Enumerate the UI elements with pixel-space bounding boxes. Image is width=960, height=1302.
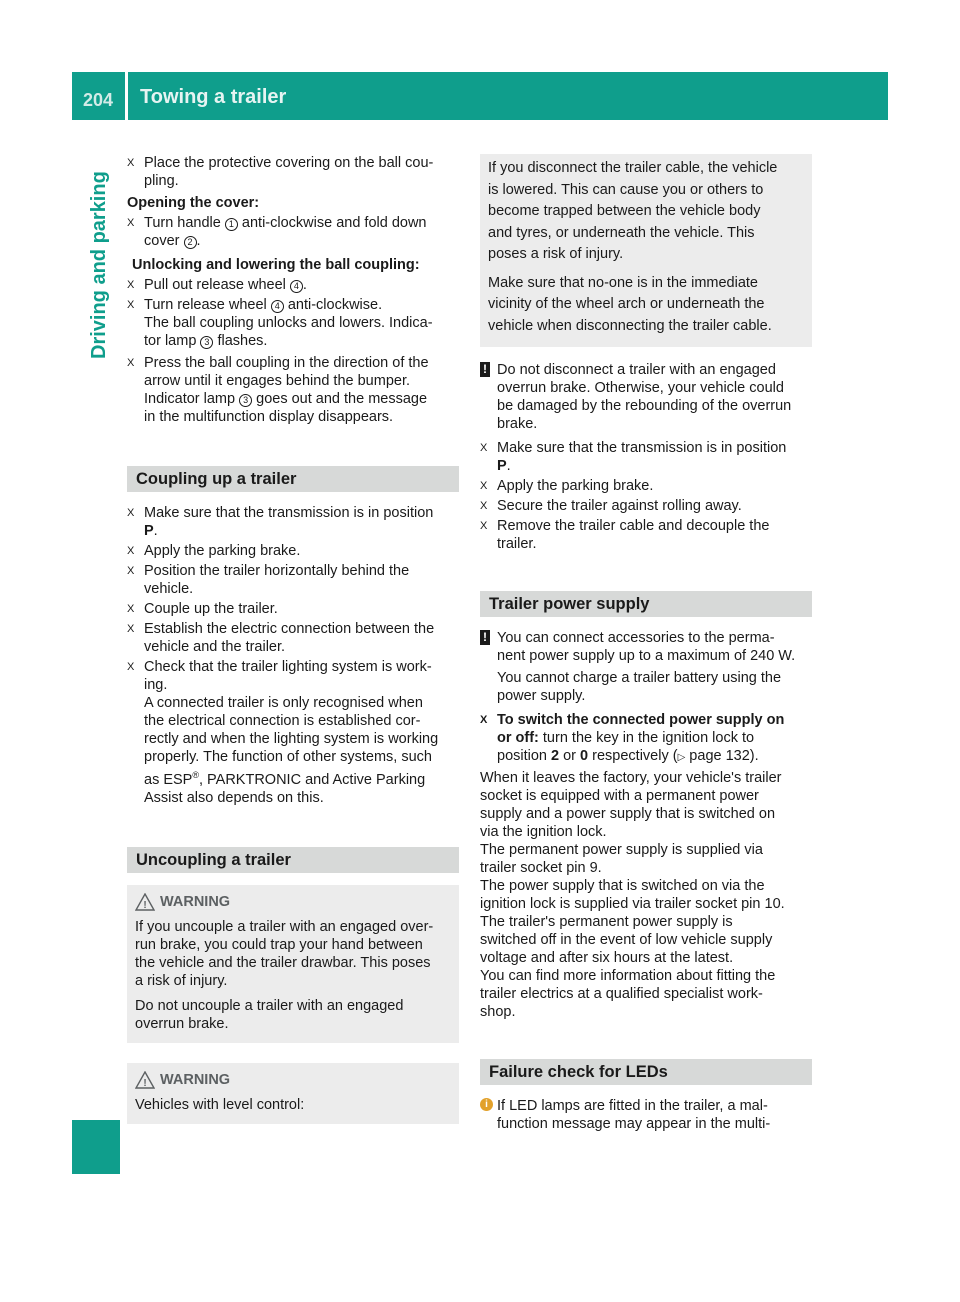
section-heading-power: Trailer power supply bbox=[480, 591, 812, 617]
step-item: X Apply the parking brake. bbox=[480, 478, 654, 494]
callout-2: 2 bbox=[184, 236, 197, 249]
step-item: X Check that the trailer lighting system is work- ing. A connected trailer is only recognised when the electrical connection is established cor- rectly and when the lighting system is working properly. The function of other systems, such as ESP®, PARKTRONIC and Active Parking Assist also depends on this. bbox=[127, 659, 439, 806]
step-arrow-icon: X bbox=[127, 603, 135, 615]
step-item: X Turn release wheel 4 anti-clockwise. The ball coupling unlocks and lowers. Indica- tor lamp 3 flashes. bbox=[127, 297, 433, 349]
body-text: The permanent power supply is supplied via trailer socket pin 9. bbox=[480, 842, 763, 876]
warning-text: Make sure that no-one is in the immediate vicinity of the wheel arch or underneath the vehicle when disconnecting the trailer cable. bbox=[488, 274, 772, 334]
step-arrow-icon: X bbox=[480, 714, 488, 726]
step-item: X Make sure that the transmission is in position P. bbox=[480, 440, 787, 474]
step-arrow-icon: X bbox=[480, 480, 488, 492]
body-text: The trailer's permanent power supply is switched off in the event of low vehicle supply voltage and after six hours at the latest. bbox=[480, 914, 773, 966]
step-item: X Make sure that the transmission is in position P. bbox=[127, 505, 434, 539]
step-item: X Apply the parking brake. bbox=[127, 543, 301, 559]
warning-text: Do not uncouple a trailer with an engaged overrun brake. bbox=[135, 997, 404, 1032]
step-arrow-icon: X bbox=[127, 565, 135, 577]
right-column bbox=[480, 154, 812, 1139]
step-arrow-icon: X bbox=[127, 217, 135, 229]
page-title: Towing a trailer bbox=[140, 86, 287, 108]
step-arrow-icon: X bbox=[480, 500, 488, 512]
page-number: 204 bbox=[83, 90, 114, 110]
warning-box bbox=[127, 1063, 459, 1124]
section-heading-coupling: Coupling up a trailer bbox=[127, 466, 459, 492]
step-item: X Couple up the trailer. bbox=[127, 601, 278, 617]
callout-3: 3 bbox=[239, 394, 252, 407]
step-arrow-icon: X bbox=[127, 507, 135, 519]
unlock-heading: Unlocking and lowering the ball coupling: bbox=[132, 257, 420, 273]
warning-title: ! WARNING bbox=[135, 1071, 450, 1089]
warning-text: Vehicles with level control: bbox=[135, 1096, 305, 1113]
step-item: X Remove the trailer cable and decouple the trailer. bbox=[480, 518, 770, 552]
opening-heading: Opening the cover: bbox=[127, 195, 260, 211]
step-arrow-icon: X bbox=[480, 520, 488, 532]
info-item: i If LED lamps are fitted in the trailer, a mal- function message may appear in the multi- bbox=[480, 1097, 812, 1133]
exclamation-icon: ! bbox=[480, 362, 490, 377]
body-text: You can find more information about fitting the trailer electrics at a qualified specialist work- shop. bbox=[480, 968, 776, 1020]
exclamation-icon: ! bbox=[480, 630, 490, 645]
notice-item: ! You can connect accessories to the perma- nent power supply up to a maximum of 240 W. You cannot charge a trailer battery using the power supply. bbox=[480, 629, 812, 705]
step-item: X Secure the trailer against rolling away. bbox=[480, 498, 742, 514]
callout-4: 4 bbox=[290, 280, 303, 293]
step-arrow-icon: X bbox=[127, 279, 135, 291]
warning-triangle-icon bbox=[135, 1071, 155, 1089]
info-icon: i bbox=[480, 1098, 493, 1111]
step-arrow-icon: X bbox=[127, 661, 135, 673]
page-reference-icon: ▷ bbox=[677, 752, 686, 763]
callout-3: 3 bbox=[200, 336, 213, 349]
step-item: X To switch the connected power supply on or off: turn the key in the ignition lock to position 2 or 0 respectively (▷ page 132). bbox=[480, 712, 785, 764]
body-text: The power supply that is switched on via the ignition lock is supplied via trailer socket pin 10. bbox=[480, 878, 785, 912]
side-tab-block bbox=[72, 1120, 120, 1174]
callout-1: 1 bbox=[225, 218, 238, 231]
warning-text: If you uncouple a trailer with an engaged over- run brake, you could trap your hand between the vehicle and the trailer drawbar. This poses a risk of injury. bbox=[135, 918, 434, 989]
step-item: X Place the protective covering on the ball cou- pling. bbox=[127, 155, 434, 189]
body-text: When it leaves the factory, your vehicle's trailer socket is equipped with a permanent power supply and a power supply that is switched on via the ignition lock. bbox=[480, 770, 782, 840]
header-separator bbox=[125, 72, 128, 120]
step-item: X Press the ball coupling in the direction of the arrow until it engages behind the bumper. Indicator lamp 3 goes out and the message in the multifunction display disappears. bbox=[127, 355, 429, 425]
warning-title: ! WARNING bbox=[135, 893, 450, 911]
side-tab-label: Driving and parking bbox=[88, 171, 110, 360]
step-item: X Establish the electric connection between the vehicle and the trailer. bbox=[127, 621, 435, 655]
step-arrow-icon: X bbox=[127, 157, 135, 169]
warning-triangle-icon bbox=[135, 893, 155, 911]
warning-box bbox=[127, 885, 459, 1043]
svg-text:!: ! bbox=[143, 899, 147, 911]
notice-item: ! Do not disconnect a trailer with an engaged overrun brake. Otherwise, your vehicle could be damaged by the rebounding of the overrun brake. bbox=[480, 361, 812, 433]
svg-text:!: ! bbox=[143, 1077, 147, 1089]
callout-4: 4 bbox=[271, 300, 284, 313]
left-column bbox=[127, 154, 459, 1138]
step-arrow-icon: X bbox=[127, 545, 135, 557]
step-arrow-icon: X bbox=[127, 623, 135, 635]
step-arrow-icon: X bbox=[127, 299, 135, 311]
step-item: X Pull out release wheel 4 . bbox=[127, 277, 307, 293]
step-item: X Turn handle 1 anti-clockwise and fold down cover 2 . bbox=[127, 215, 427, 249]
step-arrow-icon: X bbox=[480, 442, 488, 454]
section-heading-led: Failure check for LEDs bbox=[480, 1059, 812, 1085]
warning-text: If you disconnect the trailer cable, the vehicle is lowered. This can cause you or others to become trapped between the vehicle body and tyres, or underneath the vehicle. This poses a risk of injury. bbox=[488, 160, 778, 262]
step-arrow-icon: X bbox=[127, 357, 135, 369]
warning-box-continued bbox=[480, 154, 812, 347]
section-heading-uncoupling: Uncoupling a trailer bbox=[127, 847, 459, 873]
step-item: X Position the trailer horizontally behind the vehicle. bbox=[127, 563, 410, 597]
